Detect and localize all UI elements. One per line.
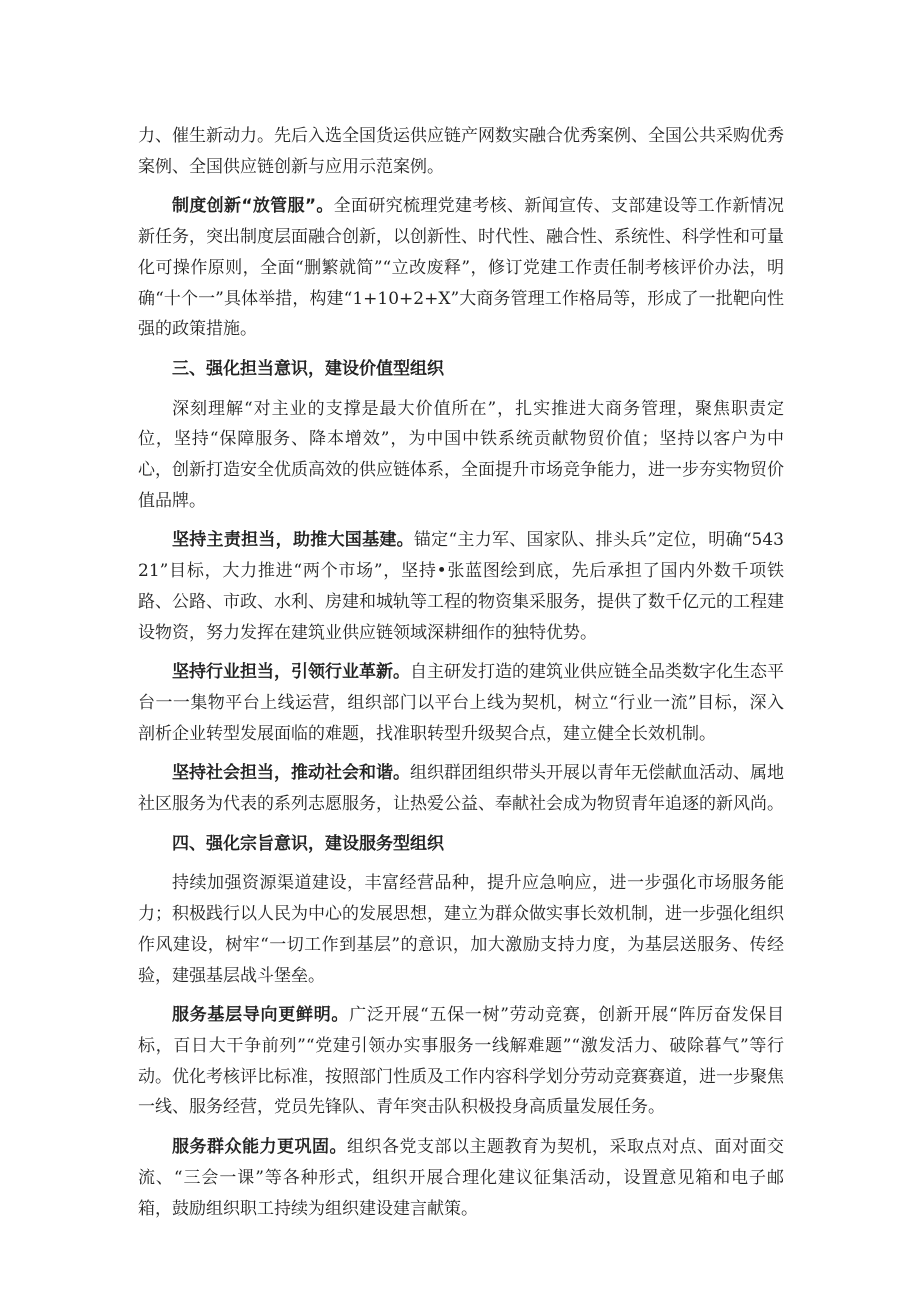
paragraph-main-responsibility: [138, 525, 784, 648]
paragraph-value-intro: [138, 394, 784, 517]
paragraph-mass-service: [138, 1132, 784, 1224]
paragraph-text: 力、催生新动力。先后入选全国货运供应链产网数实融合优秀案例、全国公共采购优秀案例、全国供应链创新与应用示范案例。: [138, 126, 784, 177]
paragraph-lead: 坚持行业担当，引领行业革新。: [172, 662, 410, 683]
paragraph-text: 深刻理解“对主业的支撑是最大价值所在”，扎实推进大商务管理，聚焦职责定位，坚持“保障服务、降本增效”，为中国中铁系统贡献物贸价值；坚持以客户为中心，创新打造安全优质高效的供应链体系，全面提升市场竞争能力，进一步夯实物贸价值品牌。: [138, 398, 784, 511]
paragraph-lead: 服务群众能力更巩固。: [172, 1137, 347, 1158]
section-heading-3: 三、强化担当意识，建设价值型组织: [172, 358, 444, 379]
document-page: [138, 121, 784, 1233]
paragraph-lead: 服务基层导向更鲜明。: [172, 1005, 350, 1026]
paragraph-lead: 制度创新“放管服”。: [172, 196, 334, 217]
paragraph-grassroots-service: [138, 1000, 784, 1123]
paragraph-lead: 坚持主责担当，助推大国基建。: [172, 530, 414, 551]
paragraph-service-intro: [138, 868, 784, 991]
paragraph-industry-responsibility: [138, 657, 784, 749]
paragraph-text: 持续加强资源渠道建设，丰富经营品种，提升应急响应，进一步强化市场服务能力；积极践行以人民为中心的发展思想，建立为群众做实事长效机制，进一步强化组织作风建设，树牢“一切工作到基层”的意识，加大激励支持力度，为基层送服务、传经验，建强基层战斗堡垒。: [138, 873, 784, 986]
paragraph-lead: 坚持社会担当，推动社会和谐。: [172, 763, 410, 784]
paragraph-text: 全面研究梳理党建考核、新闻宣传、支部建设等工作新情况新任务，突出制度层面融合创新，以创新性、时代性、融合性、系统性、科学性和可量化可操作原则，全面“删繁就简”“立改废释”，修订党建工作责任制考核评价办法，明确“十个一”具体举措，构建“1+10+2+X”大商务管理工作格局等，形成了一批靶向性强的政策措施。: [138, 196, 784, 340]
paragraph-text: 组织群团组织带头开展以青年无偿献血活动、属地社区服务为代表的系列志愿服务，让热爱公益、奉献社会成为物贸青年追逐的新风尚。: [138, 763, 784, 815]
paragraph-text: 锚定“主力军、国家队、排头兵”定位，明确“54321”目标，大力推进“两个市场”，坚持•张蓝图绘到底，先后承担了国内外数千项铁路、公路、市政、水利、房建和城轨等工程的物资集采服务，提供了数千亿元的工程建设物资，努力发挥在建筑业供应链领域深耕细作的独特优势。: [138, 530, 784, 643]
paragraph-social-responsibility: [138, 758, 784, 819]
paragraph-text: 组织各党支部以主题教育为契机，采取点对点、面对面交流、“三会一课”等各种形式，组织开展合理化建议征集活动，设置意见箱和电子邮箱，鼓励组织职工持续为组织建设建言献策。: [138, 1137, 784, 1219]
paragraph-institutional-innovation: [138, 191, 784, 345]
paragraph-text: 广泛开展“五保一树”劳动竞赛，创新开展“阵厉奋发保目标，百日大干争前列”“党建引领办实事服务一线解难题”“激发活力、破除暮气”等行动。优化考核评比标准，按照部门性质及工作内容科学划分劳动竞赛赛道，进一步聚焦一线、服务经营，党员先锋队、青年突击队积极投身高质量发展任务。: [138, 1005, 784, 1118]
paragraph-text: 自主研发打造的建筑业供应链全品类数字化生态平台一一集物平台上线运营，组织部门以平台上线为契机，树立“行业一流”目标，深入剖析企业转型发展面临的难题，找准职转型升级契合点，建立健全长效机制。: [138, 662, 784, 744]
paragraph-continuation: [138, 121, 784, 182]
section-heading-4: 四、强化宗旨意识，建设服务型组织: [172, 833, 444, 854]
